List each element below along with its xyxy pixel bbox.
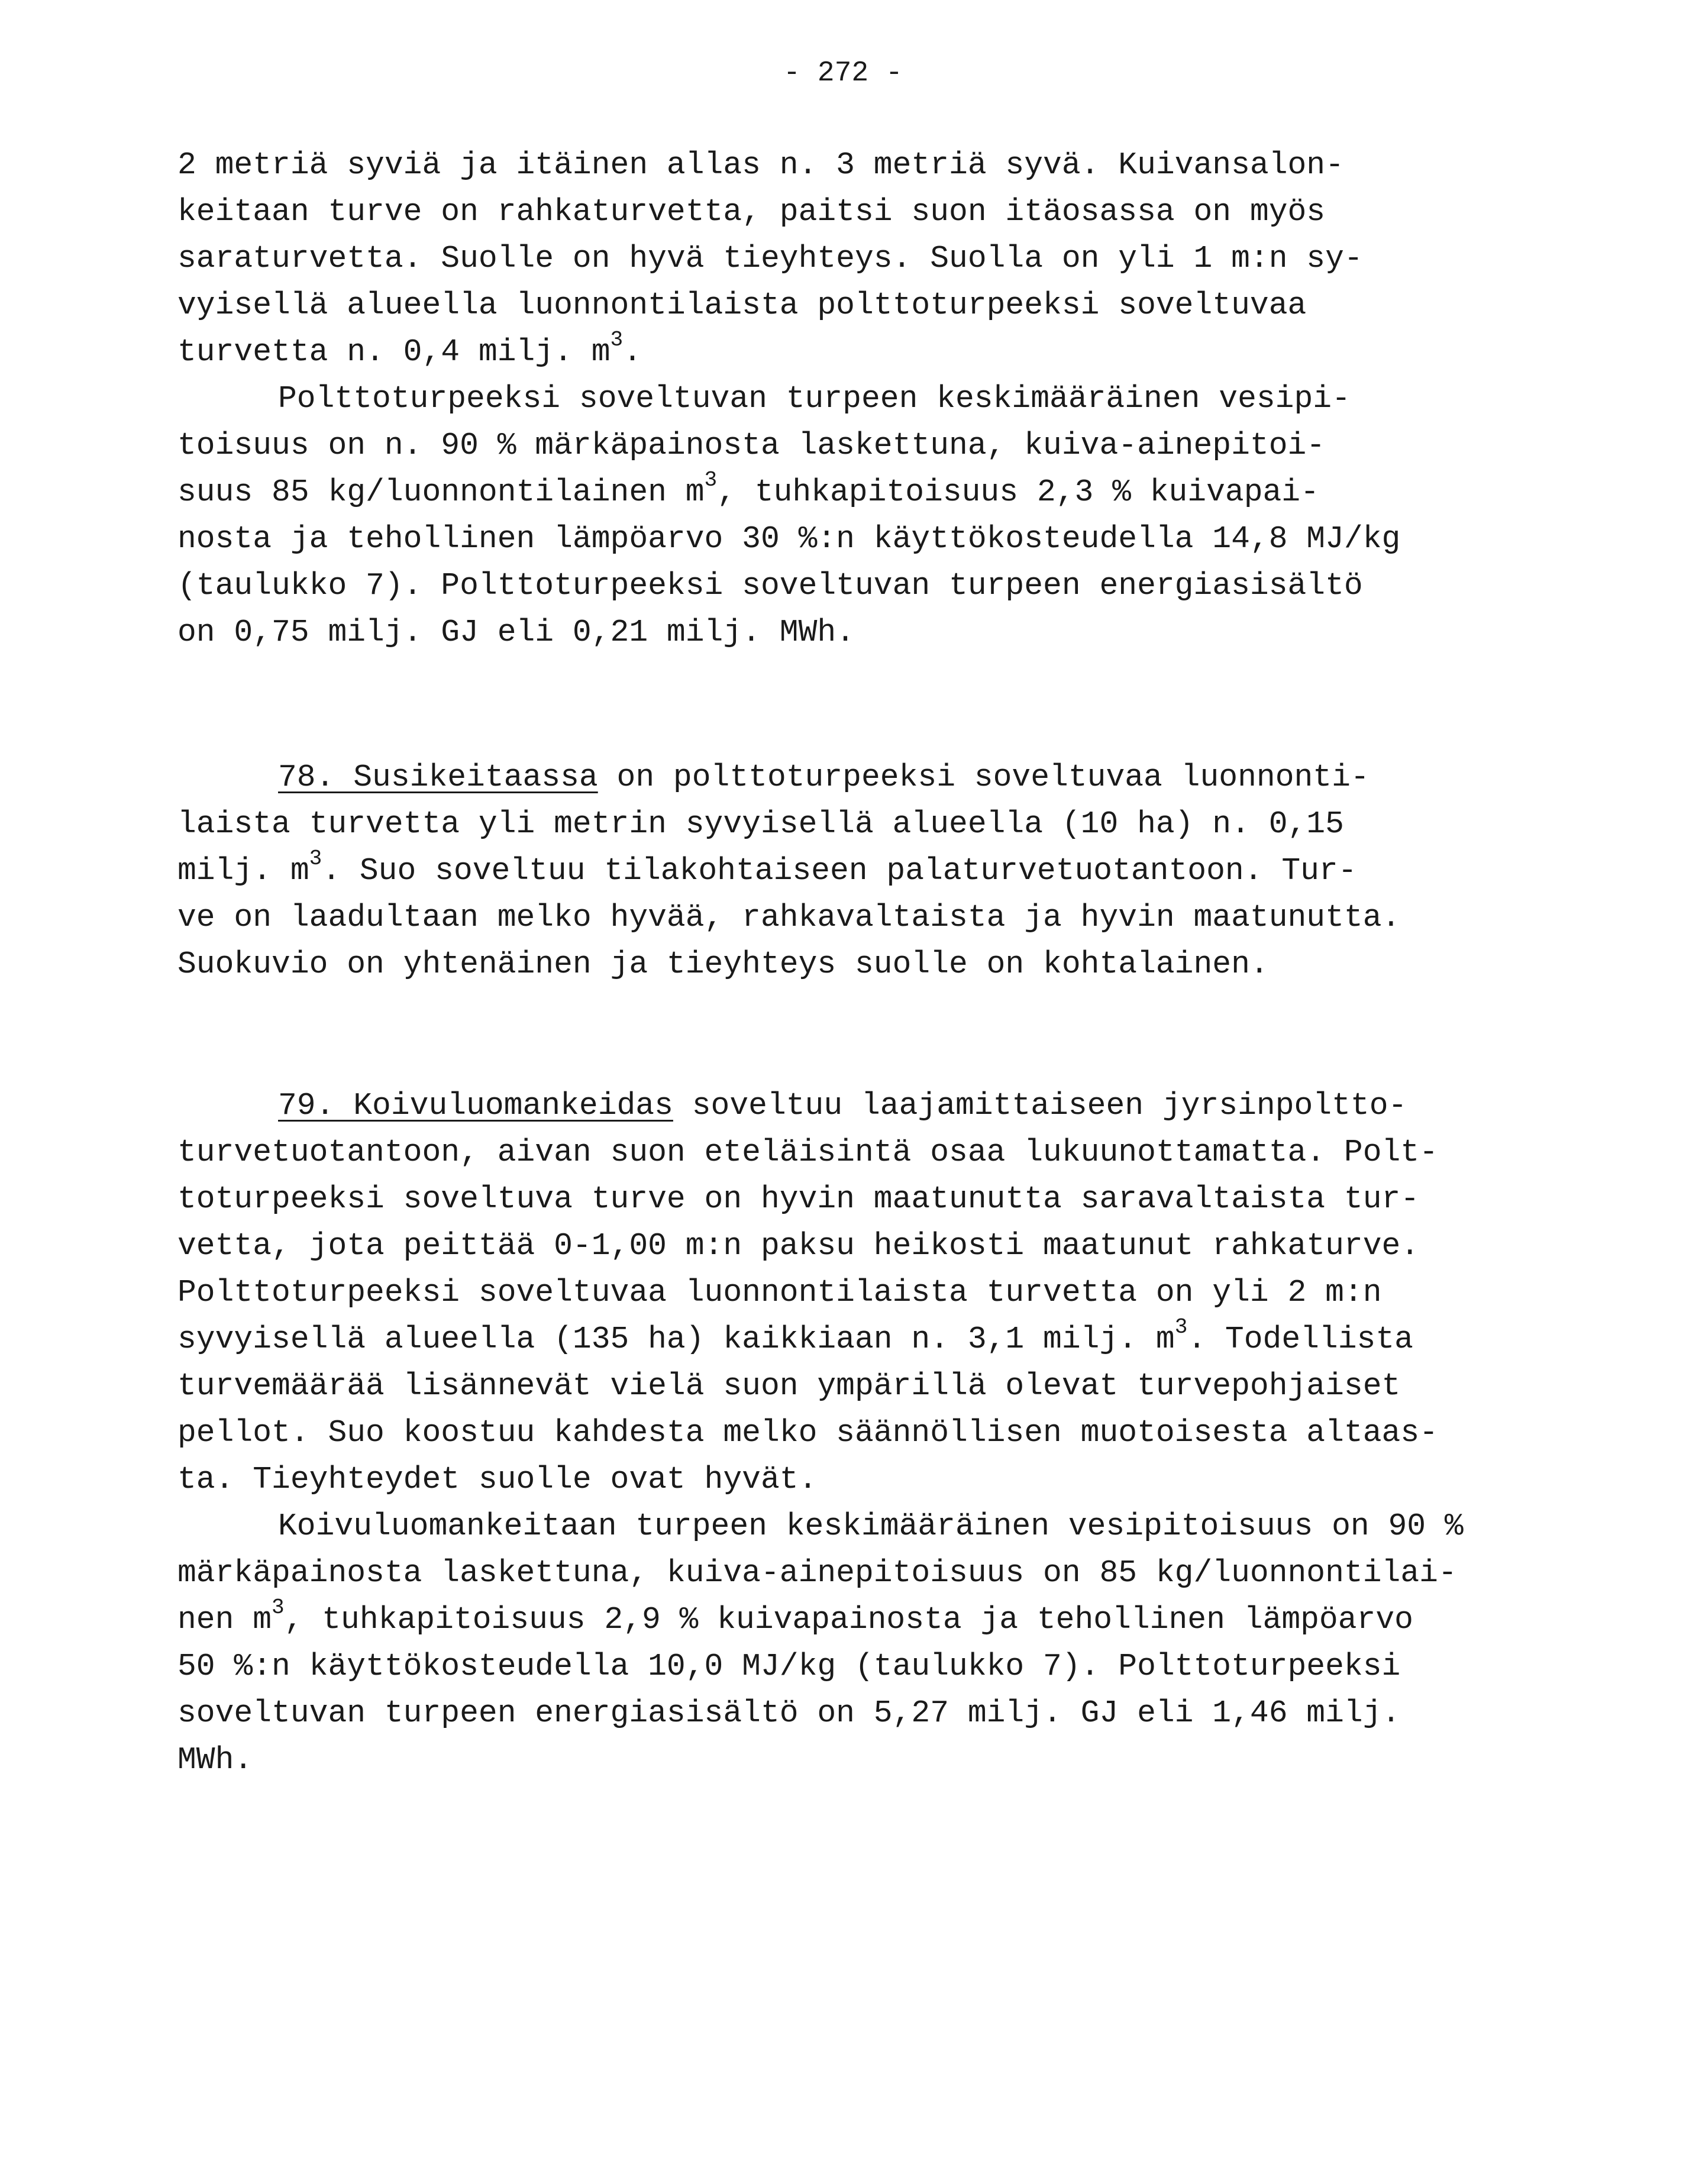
superscript: 3 [704,468,718,493]
section-heading: 79. Koivuluomankeidas [278,1088,673,1123]
text-line: ve on laadultaan melko hyvää, rahkavaltaista ja hyvin maatunutta. [177,900,1401,935]
text-line: saraturvetta. Suolle on hyvä tieyhteys. Suolla on yli 1 m:n sy- [177,241,1363,276]
text-line: vyisellä alueella luonnontilaista polttoturpeeksi soveltuvaa [177,287,1307,323]
superscript: 3 [272,1595,285,1620]
text-segment: , tuhkapitoisuus 2,9 % kuivapainosta ja tehollinen lämpöarvo [284,1602,1413,1637]
paragraph-block-kuivansalonkeidas [177,142,1538,656]
text-line: vetta, jota peittää 0-1,00 m:n paksu heikosti maatunut rahkaturve. [177,1228,1420,1264]
text-line [177,848,1538,894]
text-line: pellot. Suo koostuu kahdesta melko säännöllisen muotoisesta altaas- [177,1415,1438,1450]
text-segment: . [623,334,642,370]
text-line: (taulukko 7). Polttoturpeeksi soveltuvan turpeen energiasisältö [177,568,1363,603]
text-line: soveltuvan turpeen energiasisältö on 5,27 milj. GJ eli 1,46 milj. [177,1695,1401,1731]
text-line: toturpeeksi soveltuva turve on hyvin maatunutta saravaltaista tur- [177,1181,1420,1217]
text-segment: soveltuu laajamittaiseen jyrsinpoltto- [673,1088,1407,1123]
text-line: 50 %:n käyttökosteudella 10,0 MJ/kg (taulukko 7). Polttoturpeeksi [177,1649,1401,1684]
text-line: MWh. [177,1742,253,1778]
page-number: - 272 - [783,57,903,89]
text-segment: nen m [177,1602,272,1637]
text-segment: milj. m [177,853,309,889]
text-line [177,329,1538,376]
text-line: Polttoturpeeksi soveltuvan turpeen keskimääräinen vesipi- [278,381,1351,416]
text-segment: . Todellista [1187,1322,1413,1357]
text-line: 2 metriä syviä ja itäinen allas n. 3 metriä syvä. Kuivansalon- [177,147,1344,183]
text-line: Polttoturpeeksi soveltuvaa luonnontilaista turvetta on yli 2 m:n [177,1275,1382,1310]
text-segment: . Suo soveltuu tilakohtaiseen palaturvetuotantoon. Tur- [322,853,1357,889]
text-segment: on polttoturpeeksi soveltuvaa luonnonti- [597,760,1370,795]
text-line [177,754,1538,801]
paragraph-block-koivuluomankeidas [177,1083,1538,1784]
text-line: märkäpainosta laskettuna, kuiva-ainepitoisuus on 85 kg/luonnontilai- [177,1555,1457,1591]
text-line [177,1597,1538,1643]
text-segment: syvyisellä alueella (135 ha) kaikkiaan n. 3,1 milj. m [177,1322,1175,1357]
text-line: Suokuvio on yhtenäinen ja tieyhteys suolle on kohtalainen. [177,946,1269,982]
text-line: laista turvetta yli metrin syvyisellä alueella (10 ha) n. 0,15 [177,806,1344,842]
text-segment: turvetta n. 0,4 milj. m [177,334,611,370]
text-line [177,1316,1538,1363]
text-line [177,1083,1538,1129]
text-line: keitaan turve on rahkaturvetta, paitsi suon itäosassa on myös [177,194,1326,230]
superscript: 3 [610,328,624,353]
text-line: Koivuluomankeitaan turpeen keskimääräinen vesipitoisuus on 90 % [278,1508,1464,1544]
text-line: nosta ja tehollinen lämpöarvo 30 %:n käyttökosteudella 14,8 MJ/kg [177,521,1401,557]
text-line: on 0,75 milj. GJ eli 0,21 milj. MWh. [177,615,855,650]
superscript: 3 [1174,1315,1188,1340]
text-line: ta. Tieyhteydet suolle ovat hyvät. [177,1462,818,1497]
paragraph-block-susikeitaassa [177,754,1538,988]
section-heading: 78. Susikeitaassa [278,760,598,795]
text-line: turvemäärää lisännevät vielä suon ympärillä olevat turvepohjaiset [177,1368,1401,1404]
text-line: toisuus on n. 90 % märkäpainosta laskettuna, kuiva-ainepitoi- [177,428,1326,463]
text-line: turvetuotantoon, aivan suon eteläisintä osaa lukuunottamatta. Polt- [177,1135,1438,1170]
text-segment: , tuhkapitoisuus 2,3 % kuivapai- [717,474,1319,510]
text-line [177,469,1538,516]
superscript: 3 [309,847,322,871]
text-segment: suus 85 kg/luonnontilainen m [177,474,705,510]
